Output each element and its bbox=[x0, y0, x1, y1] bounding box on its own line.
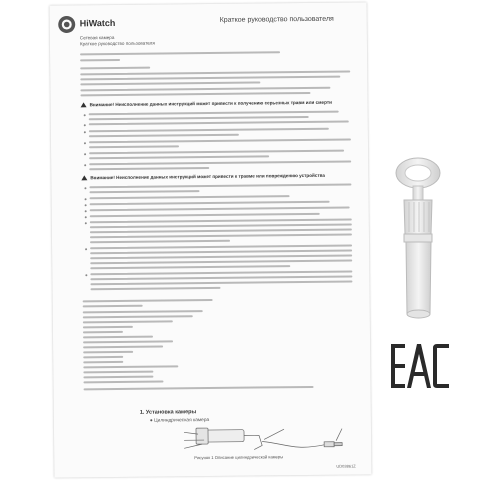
bullet bbox=[84, 114, 86, 116]
text-line bbox=[80, 71, 350, 76]
text-line bbox=[80, 51, 280, 55]
bullet bbox=[85, 222, 87, 224]
text-line bbox=[83, 376, 153, 379]
text-line bbox=[83, 310, 203, 313]
bullet bbox=[84, 153, 86, 155]
figure-caption: Рисунок 1 Описание цилиндрической камеры bbox=[194, 454, 284, 461]
bullet bbox=[85, 210, 87, 212]
text-line bbox=[83, 381, 163, 384]
text-line bbox=[90, 271, 352, 276]
text-line bbox=[83, 371, 153, 374]
text-line bbox=[89, 161, 351, 166]
text-line bbox=[90, 276, 352, 281]
warning-icon bbox=[81, 102, 87, 107]
text-line bbox=[80, 81, 260, 85]
text-line bbox=[89, 128, 329, 133]
eac-mark-icon bbox=[391, 344, 449, 388]
text-line bbox=[89, 167, 209, 170]
text-line bbox=[84, 386, 314, 390]
text-line bbox=[90, 265, 290, 269]
text-line bbox=[89, 155, 269, 159]
text-line bbox=[80, 67, 150, 70]
warning-icon bbox=[81, 175, 87, 180]
bullet bbox=[84, 124, 86, 126]
text-line bbox=[90, 281, 352, 286]
text-line bbox=[83, 320, 173, 323]
text-line bbox=[90, 260, 352, 265]
text-line bbox=[89, 190, 199, 193]
text-line bbox=[80, 59, 120, 61]
text-line bbox=[83, 331, 123, 333]
document-number: UD03861Z bbox=[336, 463, 356, 469]
bullet bbox=[85, 216, 87, 218]
brand-name: HiWatch bbox=[79, 17, 116, 29]
text-line bbox=[90, 201, 330, 206]
text-line bbox=[80, 92, 310, 96]
text-line bbox=[89, 134, 239, 138]
bullet bbox=[84, 142, 86, 144]
text-line bbox=[83, 299, 213, 302]
text-line bbox=[89, 145, 179, 148]
bullet bbox=[85, 204, 87, 206]
install-subheading: ● Цилиндрическая камера bbox=[149, 418, 210, 424]
text-line bbox=[89, 184, 351, 189]
hiwatch-logo-icon bbox=[58, 15, 76, 33]
bullet bbox=[84, 187, 86, 189]
text-line bbox=[89, 150, 344, 155]
bullet bbox=[85, 198, 87, 200]
text-line bbox=[90, 255, 352, 260]
camera-mount-part bbox=[391, 154, 449, 320]
text-line bbox=[90, 207, 350, 212]
text-line bbox=[83, 305, 143, 308]
text-line bbox=[90, 245, 352, 250]
text-line bbox=[90, 240, 230, 243]
text-line bbox=[83, 365, 178, 368]
text-line bbox=[83, 361, 123, 363]
text-line bbox=[90, 229, 352, 234]
text-line bbox=[89, 111, 339, 116]
text-line bbox=[80, 76, 340, 81]
text-line bbox=[89, 116, 309, 120]
text-line bbox=[83, 326, 133, 329]
text-line bbox=[83, 340, 173, 343]
manual-title: Краткое руководство пользователя bbox=[219, 15, 334, 24]
text-line bbox=[83, 356, 123, 358]
subtitle-manual: Краткое руководство пользователя bbox=[79, 40, 155, 47]
bullet bbox=[84, 164, 86, 166]
text-line bbox=[83, 315, 193, 318]
text-line bbox=[90, 234, 352, 239]
text-line bbox=[83, 346, 163, 349]
warning-heading-1: Внимание! Неисполнение данных инструкций может привести к получению серьезных травм или смерти bbox=[81, 100, 332, 108]
bullet bbox=[85, 274, 87, 276]
install-heading: 1. Установка камеры bbox=[139, 409, 197, 416]
bullet bbox=[84, 131, 86, 133]
text-line bbox=[80, 87, 330, 92]
text-line bbox=[90, 224, 352, 229]
text-line bbox=[83, 351, 133, 354]
manual-sheet bbox=[50, 2, 372, 477]
text-line bbox=[83, 336, 153, 339]
warning-heading-2: Внимание! Неисполнение данных инструкций может привести к травме или повреждению устройства bbox=[81, 173, 325, 181]
subtitle-camera: Сетевая камера bbox=[79, 34, 115, 41]
text-line bbox=[90, 213, 320, 217]
text-line bbox=[89, 121, 349, 126]
text-line bbox=[90, 250, 352, 255]
text-line bbox=[90, 195, 290, 199]
bullet bbox=[85, 248, 87, 250]
text-line bbox=[90, 219, 352, 224]
text-line bbox=[89, 139, 351, 144]
bullet-camera-diagram bbox=[174, 420, 364, 456]
text-line bbox=[90, 287, 220, 290]
